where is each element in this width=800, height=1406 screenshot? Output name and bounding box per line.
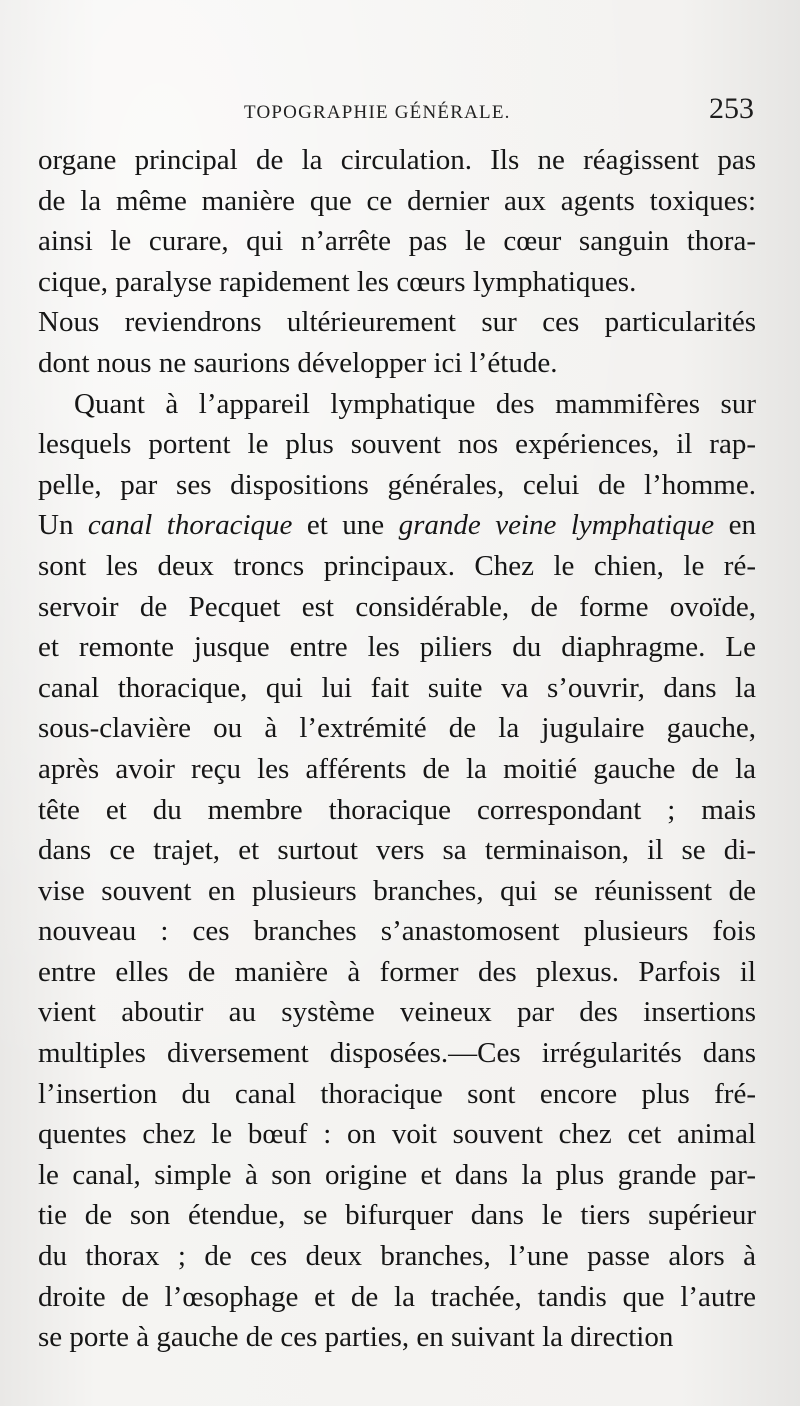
text-line xyxy=(38,302,756,343)
text-segment: droite de l’œsophage et de la trachée, tandis que l’autre xyxy=(38,1280,756,1313)
text-line xyxy=(38,749,756,790)
text-line xyxy=(38,384,756,425)
text-line xyxy=(38,1195,756,1236)
text-segment: tie de son étendue, se bifurquer dans le tiers supérieur xyxy=(38,1199,756,1232)
page-header xyxy=(0,92,800,132)
page-number: 253 xyxy=(709,92,754,125)
text-line xyxy=(38,668,756,709)
text-line xyxy=(38,587,756,628)
text-segment: sous-clavière ou à l’extrémité de la jugulaire gauche, xyxy=(38,712,756,745)
text-segment: le canal, simple à son origine et dans la plus grande par- xyxy=(38,1158,756,1191)
text-line xyxy=(38,830,756,871)
text-segment: sont les deux troncs principaux. Chez le chien, le ré- xyxy=(38,549,756,582)
text-segment: Un xyxy=(38,509,88,542)
text-segment: pelle, par ses dispositions générales, celui de l’homme. xyxy=(38,468,756,501)
text-line xyxy=(38,465,756,506)
text-segment: entre elles de manière à former des plexus. Parfois il xyxy=(38,955,756,988)
text-segment: nouveau : ces branches s’anastomosent plusieurs fois xyxy=(38,915,756,948)
text-segment: et remonte jusque entre les piliers du diaphragme. Le xyxy=(38,631,756,664)
text-line xyxy=(38,871,756,912)
text-segment: Quant à l’appareil lymphatique des mammifères sur xyxy=(74,387,756,420)
running-head: TOPOGRAPHIE GÉNÉRALE. xyxy=(244,102,511,123)
text-line xyxy=(38,181,756,222)
text-segment: vise souvent en plusieurs branches, qui se réunissent de xyxy=(38,874,756,907)
italic-text-segment: grande veine lymphatique xyxy=(398,509,715,542)
text-segment: dans ce trajet, et surtout vers sa terminaison, il se di- xyxy=(38,834,756,867)
text-segment: de la même manière que ce dernier aux agents toxiques: xyxy=(38,184,756,217)
text-segment: cique, paralyse rapidement les cœurs lymphatiques. xyxy=(38,265,637,298)
text-segment: vient aboutir au système veineux par des insertions xyxy=(38,996,756,1029)
text-line xyxy=(38,1074,756,1115)
text-line xyxy=(38,1236,756,1277)
text-segment: tête et du membre thoracique correspondant ; mais xyxy=(38,793,756,826)
text-segment: quentes chez le bœuf : on voit souvent chez cet animal xyxy=(38,1118,756,1151)
text-line xyxy=(38,1033,756,1074)
text-segment: dont nous ne saurions développer ici l’étude. xyxy=(38,346,558,379)
text-line xyxy=(38,140,756,181)
text-segment: servoir de Pecquet est considérable, de forme ovoïde, xyxy=(38,590,756,623)
text-segment: Nous reviendrons ultérieurement sur ces particularités xyxy=(38,306,756,339)
text-line xyxy=(38,505,756,546)
text-segment: lesquels portent le plus souvent nos expériences, il rap- xyxy=(38,428,756,461)
text-line xyxy=(38,343,756,384)
text-line xyxy=(38,952,756,993)
text-line xyxy=(38,627,756,668)
text-segment: canal thoracique, qui lui fait suite va s’ouvrir, dans la xyxy=(38,671,756,704)
text-line xyxy=(38,1277,756,1318)
text-segment: multiples diversement disposées.—Ces irrégularités dans xyxy=(38,1037,756,1070)
text-segment: en xyxy=(714,509,756,542)
text-line xyxy=(38,992,756,1033)
text-line xyxy=(38,221,756,262)
text-line xyxy=(38,1155,756,1196)
italic-text-segment: canal thoracique xyxy=(87,509,293,542)
text-segment: se porte à gauche de ces parties, en suivant la direction xyxy=(38,1321,674,1354)
text-segment: organe principal de la circulation. Ils ne réagissent pas xyxy=(38,144,756,176)
text-segment: ainsi le curare, qui n’arrête pas le cœur sanguin thora- xyxy=(38,225,756,258)
text-line xyxy=(38,790,756,831)
text-line xyxy=(38,424,756,465)
text-segment: et une xyxy=(292,509,399,542)
text-line xyxy=(38,911,756,952)
text-line xyxy=(38,262,756,303)
text-line xyxy=(38,1317,756,1358)
body-text xyxy=(38,140,756,1358)
text-segment: du thorax ; de ces deux branches, l’une passe alors à xyxy=(38,1240,756,1273)
text-line xyxy=(38,1114,756,1155)
text-segment: après avoir reçu les afférents de la moitié gauche de la xyxy=(38,752,756,785)
text-line xyxy=(38,546,756,587)
text-line xyxy=(38,708,756,749)
text-segment: l’insertion du canal thoracique sont encore plus fré- xyxy=(38,1077,756,1110)
